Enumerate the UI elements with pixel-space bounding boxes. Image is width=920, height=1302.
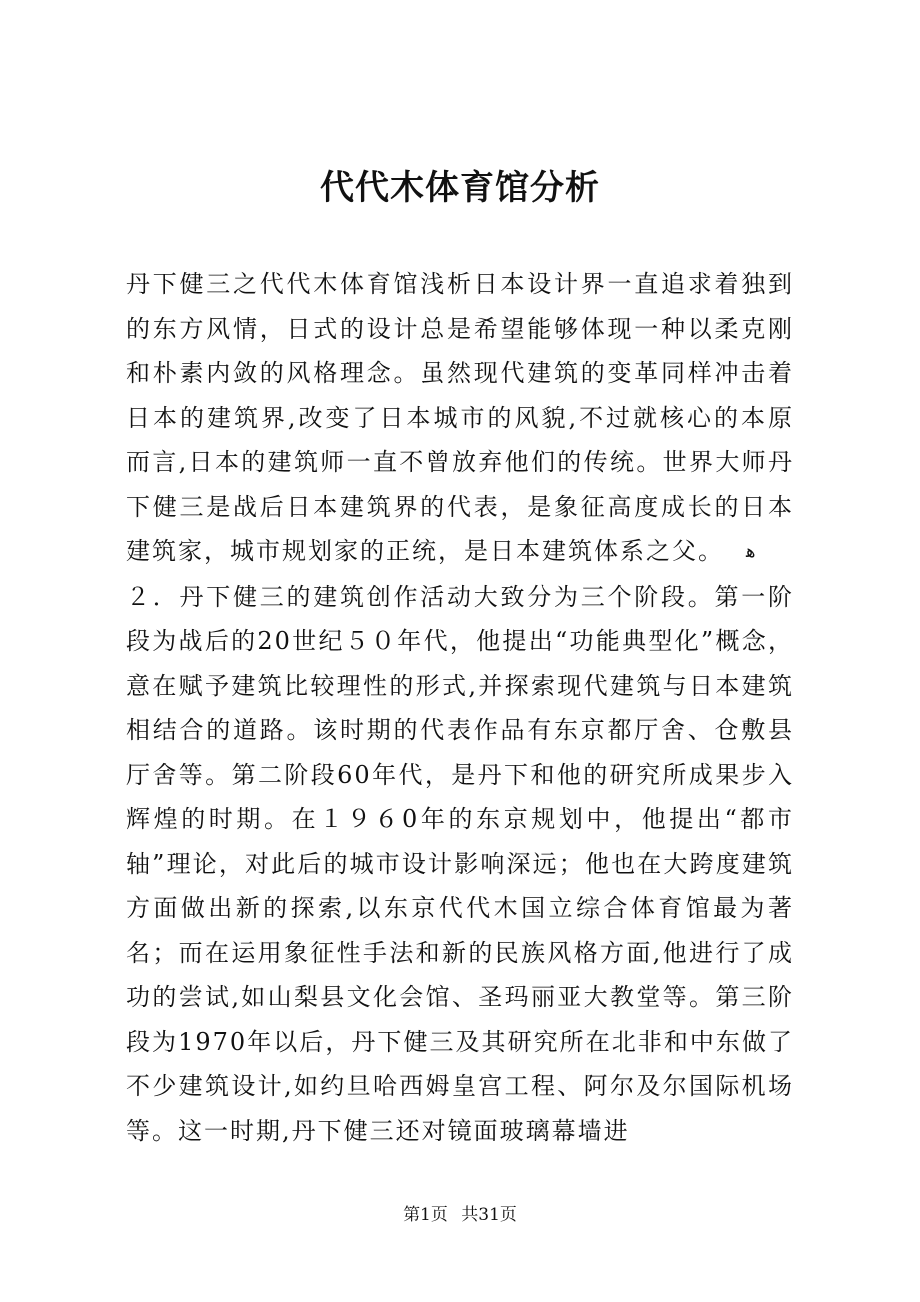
paragraph-2 <box>126 575 794 1154</box>
paragraph-1-text: 丹下健三之代代木体育馆浅析日本设计界一直追求着独到的东方风情，日式的设计总是希望能够体现一种以柔克刚和朴素内敛的风格理念。虽然现代建筑的变革同样冲击着日本的建筑界,改变了日本城市的风貌,不过就核心的本原而言,日本的建筑师一直不曾放弃他们的传统。世界大师丹下健三是战后日本建筑界的代表，是象征高度成长的日本建筑家，城市规划家的正统，是日本建筑体系之父。 <box>126 270 794 565</box>
page-total: 共31页 <box>461 1205 517 1225</box>
page-footer <box>0 1200 920 1225</box>
paragraph-1 <box>126 262 794 575</box>
paragraph-2-text: ２．丹下健三的建筑创作活动大致分为三个阶段。第一阶段为战后的20世纪５０年代，他提出“功能典型化”概念，意在赋予建筑比较理性的形式,并探索现代建筑与日本建筑相结合的道路。该时期的代表作品有东京都厅舍、仓敷县厅舍等。第二阶段60年代，是丹下和他的研究所成果步入辉煌的时期。在１９６0年的东京规划中，他提出“都市轴”理论，对此后的城市设计影响深远；他也在大跨度建筑方面做出新的探索,以东京代代木国立综合体育馆最为著名；而在运用象征性手法和新的民族风格方面,他进行了成功的尝试,如山梨县文化会馆、圣玛丽亚大教堂等。第三阶段为1970年以后，丹下健三及其研究所在北非和中东做了不少建筑设计,如约旦哈西姆皇宫工程、阿尔及尔国际机场等。这一时期,丹下健三还对镜面玻璃幕墙进 <box>126 582 794 1145</box>
document-body <box>126 262 794 1153</box>
page-number: 第1页 <box>403 1205 448 1225</box>
paragraph-end-mark: ﻫ <box>746 541 756 563</box>
document-title: 代代木体育馆分析 <box>320 168 600 208</box>
